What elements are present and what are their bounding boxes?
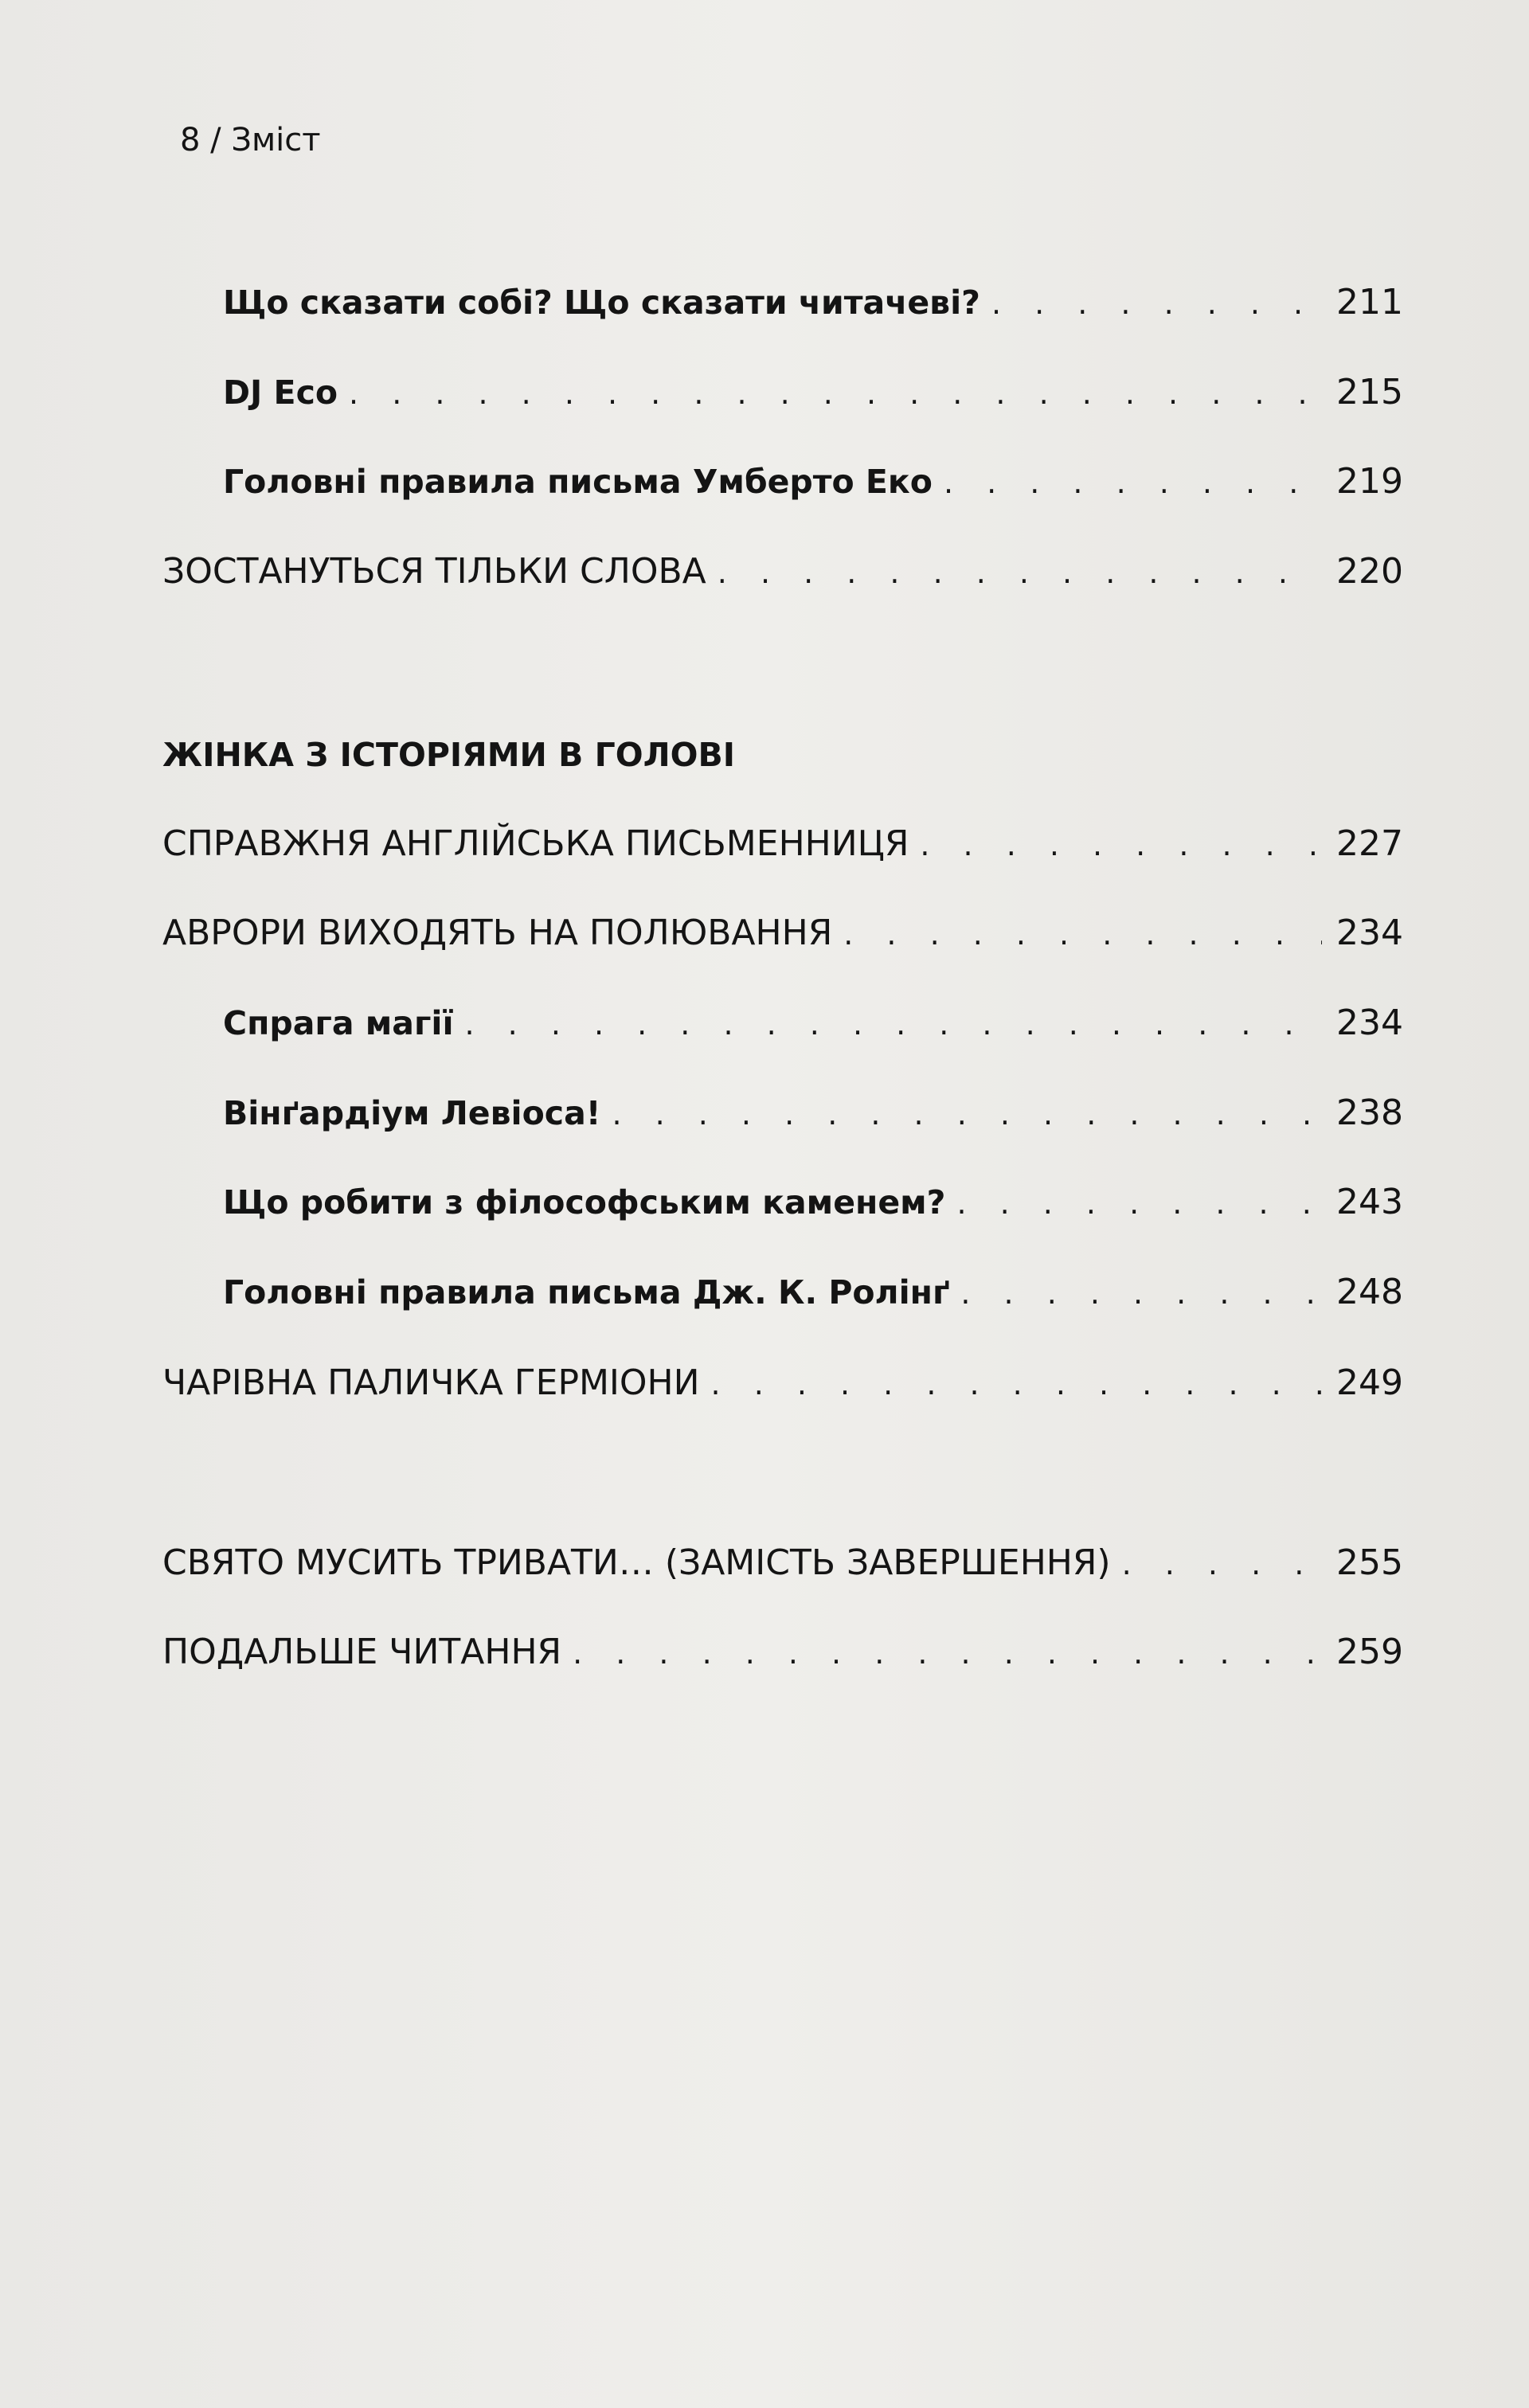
toc-entry [223,995,1403,1051]
toc-entry [223,1265,1403,1320]
toc-entry-title: Що робити з філософським каменем? [223,1183,946,1222]
toc-entry-title: Що сказати собі? Що сказати читачеві? [223,283,980,322]
toc-page-number: 255 [1336,1542,1403,1583]
toc-entry [162,1535,1403,1591]
toc-entry-title: ЗОСТАНУТЬСЯ ТІЛЬКИ СЛОВА [162,551,706,592]
toc-entry-title: ЧАРІВНА ПАЛИЧКА ГЕРМІОНИ [162,1362,700,1403]
dot-leader [1122,1536,1322,1592]
toc-page-number: 243 [1336,1182,1403,1222]
dot-leader [920,817,1322,873]
toc-entry [223,365,1403,420]
dot-leader [612,1086,1322,1142]
toc-entry [162,816,1403,872]
dot-leader [944,455,1322,510]
toc-entry-title: СВЯТО МУСИТЬ ТРИВАТИ… (ЗАМІСТЬ ЗАВЕРШЕННЯ) [162,1542,1111,1583]
toc-entry [223,1085,1403,1141]
toc-entry-title: Вінґардіум Левіоса! [223,1094,601,1132]
toc-entry-title: АВРОРИ ВИХОДЯТЬ НА ПОЛЮВАННЯ [162,913,833,953]
toc-entry [162,1355,1403,1411]
toc-page-number: 220 [1336,551,1403,592]
toc-page-number: 234 [1336,913,1403,953]
dot-leader [991,276,1322,331]
dot-leader [711,1356,1322,1412]
toc-entry-title: Головні правила письма Умберто Еко [223,463,933,501]
dot-leader [573,1625,1322,1681]
dot-leader [956,1175,1322,1231]
toc-page-number: 234 [1336,1003,1403,1043]
toc-entry [223,275,1403,330]
toc-entry [162,544,1403,600]
toc-page-number: 215 [1336,372,1403,412]
dot-leader [349,366,1322,421]
dot-leader [465,996,1323,1052]
toc-entry [223,454,1403,510]
toc-page-number: 248 [1336,1272,1403,1312]
toc-entry-title: Головні правила письма Дж. К. Ролінґ [223,1273,950,1312]
toc-page-number: 227 [1336,823,1403,864]
toc-page-number: 238 [1336,1093,1403,1133]
toc-entry-title: DJ Eco [223,373,338,412]
toc-entry-title: СПРАВЖНЯ АНГЛІЙСЬКА ПИСЬМЕННИЦЯ [162,823,909,864]
toc-entry-title: Спрага магії [223,1004,454,1042]
dot-leader [718,545,1322,600]
toc-entry [223,1175,1403,1230]
toc-page-number: 259 [1336,1632,1403,1672]
toc-page-number: 219 [1336,461,1403,502]
toc-entry-title: ПОДАЛЬШЕ ЧИТАННЯ [162,1632,562,1672]
dot-leader [843,906,1322,962]
toc-page-number: 211 [1336,282,1403,322]
toc-entry [162,1624,1403,1680]
part-heading: ЖІНКА З ІСТОРІЯМИ В ГОЛОВІ [162,736,736,774]
toc-page-number: 249 [1336,1362,1403,1403]
dot-leader [960,1265,1322,1321]
running-head: 8 / Зміст [180,122,321,158]
toc-entry [162,905,1403,961]
